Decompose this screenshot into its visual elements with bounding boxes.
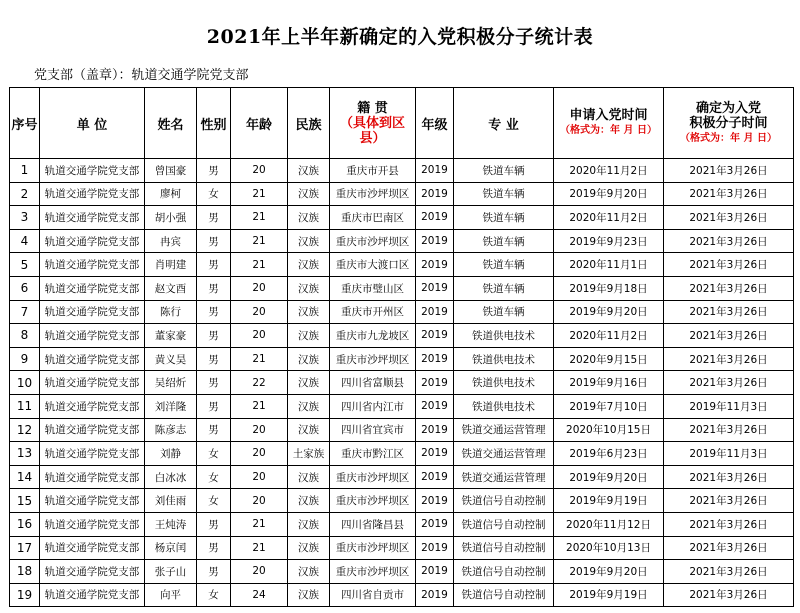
cell-name: 赵文酉 bbox=[145, 276, 197, 300]
header-age: 年龄 bbox=[231, 88, 288, 159]
cell-unit: 轨道交通学院党支部 bbox=[40, 276, 145, 300]
cell-apply-date: 2019年9月20日 bbox=[554, 182, 664, 206]
cell-unit: 轨道交通学院党支部 bbox=[40, 324, 145, 348]
cell-unit: 轨道交通学院党支部 bbox=[40, 442, 145, 466]
cell-ethnicity: 汉族 bbox=[288, 536, 330, 560]
cell-unit: 轨道交通学院党支部 bbox=[40, 347, 145, 371]
cell-grade: 2019 bbox=[416, 536, 454, 560]
table-row bbox=[10, 206, 794, 230]
cell-grade: 2019 bbox=[416, 347, 454, 371]
cell-seq: 11 bbox=[10, 394, 40, 418]
cell-apply-date: 2020年11月2日 bbox=[554, 206, 664, 230]
cell-major: 铁道信号自动控制 bbox=[454, 536, 554, 560]
cell-gender: 男 bbox=[197, 229, 231, 253]
cell-apply-date: 2019年9月19日 bbox=[554, 489, 664, 513]
cell-apply-date: 2019年9月16日 bbox=[554, 371, 664, 395]
cell-origin: 四川省富顺县 bbox=[330, 371, 416, 395]
header-major: 专 业 bbox=[454, 88, 554, 159]
cell-confirm-date: 2021年3月26日 bbox=[664, 371, 794, 395]
cell-name: 肖明建 bbox=[145, 253, 197, 277]
cell-origin: 四川省内江市 bbox=[330, 394, 416, 418]
cell-major: 铁道信号自动控制 bbox=[454, 512, 554, 536]
cell-name: 刘静 bbox=[145, 442, 197, 466]
cell-age: 21 bbox=[231, 253, 288, 277]
cell-seq: 2 bbox=[10, 182, 40, 206]
cell-major: 铁道信号自动控制 bbox=[454, 560, 554, 584]
cell-origin: 重庆市沙坪坝区 bbox=[330, 536, 416, 560]
cell-major: 铁道供电技术 bbox=[454, 371, 554, 395]
cell-grade: 2019 bbox=[416, 560, 454, 584]
cell-confirm-date: 2021年3月26日 bbox=[664, 229, 794, 253]
cell-unit: 轨道交通学院党支部 bbox=[40, 300, 145, 324]
table-row bbox=[10, 489, 794, 513]
cell-age: 20 bbox=[231, 465, 288, 489]
cell-confirm-date: 2021年3月26日 bbox=[664, 560, 794, 584]
cell-ethnicity: 汉族 bbox=[288, 394, 330, 418]
cell-name: 胡小强 bbox=[145, 206, 197, 230]
cell-name: 冉宾 bbox=[145, 229, 197, 253]
cell-ethnicity: 汉族 bbox=[288, 560, 330, 584]
cell-major: 铁道车辆 bbox=[454, 276, 554, 300]
header-confirm-title-2: 积极分子时间 bbox=[689, 115, 768, 131]
cell-name: 吴绍炘 bbox=[145, 371, 197, 395]
cell-confirm-date: 2021年3月26日 bbox=[664, 536, 794, 560]
cell-apply-date: 2019年9月20日 bbox=[554, 300, 664, 324]
cell-seq: 9 bbox=[10, 347, 40, 371]
cell-name: 黄义昊 bbox=[145, 347, 197, 371]
cell-age: 21 bbox=[231, 347, 288, 371]
header-apply bbox=[554, 88, 664, 159]
cell-apply-date: 2020年9月15日 bbox=[554, 347, 664, 371]
table-row bbox=[10, 182, 794, 206]
header-seq: 序号 bbox=[10, 88, 40, 159]
table-row bbox=[10, 442, 794, 466]
cell-unit: 轨道交通学院党支部 bbox=[40, 418, 145, 442]
cell-origin: 四川省隆昌县 bbox=[330, 512, 416, 536]
cell-origin: 重庆市巴南区 bbox=[330, 206, 416, 230]
cell-gender: 男 bbox=[197, 536, 231, 560]
cell-major: 铁道交通运营管理 bbox=[454, 465, 554, 489]
cell-confirm-date: 2021年3月26日 bbox=[664, 159, 794, 183]
cell-ethnicity: 汉族 bbox=[288, 229, 330, 253]
cell-grade: 2019 bbox=[416, 276, 454, 300]
cell-apply-date: 2019年9月19日 bbox=[554, 583, 664, 607]
cell-major: 铁道车辆 bbox=[454, 229, 554, 253]
cell-unit: 轨道交通学院党支部 bbox=[40, 536, 145, 560]
table-row bbox=[10, 276, 794, 300]
cell-origin: 重庆市九龙坡区 bbox=[330, 324, 416, 348]
cell-major: 铁道车辆 bbox=[454, 253, 554, 277]
cell-ethnicity: 汉族 bbox=[288, 512, 330, 536]
cell-gender: 男 bbox=[197, 560, 231, 584]
cell-apply-date: 2019年9月20日 bbox=[554, 465, 664, 489]
cell-apply-date: 2019年9月23日 bbox=[554, 229, 664, 253]
cell-seq: 12 bbox=[10, 418, 40, 442]
cell-unit: 轨道交通学院党支部 bbox=[40, 371, 145, 395]
header-confirm-note: （格式为：年 月 日） bbox=[680, 132, 777, 144]
cell-unit: 轨道交通学院党支部 bbox=[40, 159, 145, 183]
cell-grade: 2019 bbox=[416, 324, 454, 348]
cell-seq: 19 bbox=[10, 583, 40, 607]
cell-origin: 重庆市璧山区 bbox=[330, 276, 416, 300]
cell-gender: 女 bbox=[197, 583, 231, 607]
cell-ethnicity: 汉族 bbox=[288, 489, 330, 513]
cell-name: 白冰冰 bbox=[145, 465, 197, 489]
cell-age: 21 bbox=[231, 536, 288, 560]
cell-age: 20 bbox=[231, 300, 288, 324]
header-apply-note: （格式为：年 月 日） bbox=[560, 125, 657, 136]
cell-unit: 轨道交通学院党支部 bbox=[40, 465, 145, 489]
cell-seq: 15 bbox=[10, 489, 40, 513]
cell-major: 铁道供电技术 bbox=[454, 324, 554, 348]
cell-ethnicity: 汉族 bbox=[288, 347, 330, 371]
cell-gender: 男 bbox=[197, 253, 231, 277]
cell-name: 陈行 bbox=[145, 300, 197, 324]
header-gender: 性别 bbox=[197, 88, 231, 159]
header-apply-title: 申请入党时间 bbox=[569, 108, 648, 123]
table-row bbox=[10, 300, 794, 324]
cell-apply-date: 2020年11月12日 bbox=[554, 512, 664, 536]
cell-ethnicity: 汉族 bbox=[288, 159, 330, 183]
table-row bbox=[10, 536, 794, 560]
cell-gender: 男 bbox=[197, 394, 231, 418]
cell-apply-date: 2020年11月2日 bbox=[554, 159, 664, 183]
cell-gender: 男 bbox=[197, 371, 231, 395]
cell-ethnicity: 汉族 bbox=[288, 253, 330, 277]
cell-ethnicity: 汉族 bbox=[288, 276, 330, 300]
cell-name: 陈彦志 bbox=[145, 418, 197, 442]
cell-confirm-date: 2021年3月26日 bbox=[664, 418, 794, 442]
cell-confirm-date: 2021年3月26日 bbox=[664, 347, 794, 371]
cell-age: 24 bbox=[231, 583, 288, 607]
cell-confirm-date: 2021年3月26日 bbox=[664, 206, 794, 230]
cell-gender: 女 bbox=[197, 442, 231, 466]
cell-confirm-date: 2021年3月26日 bbox=[664, 300, 794, 324]
cell-ethnicity: 汉族 bbox=[288, 182, 330, 206]
cell-grade: 2019 bbox=[416, 253, 454, 277]
cell-seq: 7 bbox=[10, 300, 40, 324]
cell-apply-date: 2019年7月10日 bbox=[554, 394, 664, 418]
table-row bbox=[10, 347, 794, 371]
cell-unit: 轨道交通学院党支部 bbox=[40, 560, 145, 584]
cell-major: 铁道交通运营管理 bbox=[454, 418, 554, 442]
cell-ethnicity: 汉族 bbox=[288, 324, 330, 348]
cell-confirm-date: 2021年3月26日 bbox=[664, 512, 794, 536]
cell-origin: 重庆市沙坪坝区 bbox=[330, 347, 416, 371]
cell-seq: 1 bbox=[10, 159, 40, 183]
table-row bbox=[10, 465, 794, 489]
branch-subtitle: 党支部（盖章）：轨道交通学院党支部 bbox=[34, 68, 249, 83]
cell-age: 20 bbox=[231, 442, 288, 466]
cell-grade: 2019 bbox=[416, 489, 454, 513]
cell-age: 21 bbox=[231, 206, 288, 230]
cell-name: 王炖涛 bbox=[145, 512, 197, 536]
cell-apply-date: 2020年11月2日 bbox=[554, 324, 664, 348]
cell-gender: 女 bbox=[197, 489, 231, 513]
cell-grade: 2019 bbox=[416, 159, 454, 183]
cell-age: 21 bbox=[231, 229, 288, 253]
cell-seq: 4 bbox=[10, 229, 40, 253]
cell-grade: 2019 bbox=[416, 300, 454, 324]
cell-unit: 轨道交通学院党支部 bbox=[40, 229, 145, 253]
table-row bbox=[10, 253, 794, 277]
table-row bbox=[10, 159, 794, 183]
table-row bbox=[10, 583, 794, 607]
cell-age: 20 bbox=[231, 560, 288, 584]
cell-origin: 重庆市开州区 bbox=[330, 300, 416, 324]
cell-age: 20 bbox=[231, 276, 288, 300]
cell-grade: 2019 bbox=[416, 442, 454, 466]
cell-name: 杨京闰 bbox=[145, 536, 197, 560]
cell-confirm-date: 2021年3月26日 bbox=[664, 276, 794, 300]
cell-origin: 四川省宜宾市 bbox=[330, 418, 416, 442]
cell-origin: 重庆市沙坪坝区 bbox=[330, 465, 416, 489]
cell-ethnicity: 土家族 bbox=[288, 442, 330, 466]
cell-name: 刘佳雨 bbox=[145, 489, 197, 513]
cell-origin: 重庆市黔江区 bbox=[330, 442, 416, 466]
table-row bbox=[10, 394, 794, 418]
cell-age: 20 bbox=[231, 324, 288, 348]
table-row bbox=[10, 229, 794, 253]
cell-origin: 四川省自贡市 bbox=[330, 583, 416, 607]
cell-confirm-date: 2021年3月26日 bbox=[664, 489, 794, 513]
cell-origin: 重庆市沙坪坝区 bbox=[330, 560, 416, 584]
cell-grade: 2019 bbox=[416, 394, 454, 418]
cell-seq: 5 bbox=[10, 253, 40, 277]
cell-grade: 2019 bbox=[416, 206, 454, 230]
cell-apply-date: 2019年6月23日 bbox=[554, 442, 664, 466]
cell-age: 20 bbox=[231, 418, 288, 442]
header-origin bbox=[330, 88, 416, 159]
cell-unit: 轨道交通学院党支部 bbox=[40, 512, 145, 536]
table-row bbox=[10, 418, 794, 442]
cell-ethnicity: 汉族 bbox=[288, 583, 330, 607]
cell-seq: 18 bbox=[10, 560, 40, 584]
header-grade: 年级 bbox=[416, 88, 454, 159]
cell-major: 铁道车辆 bbox=[454, 206, 554, 230]
cell-gender: 男 bbox=[197, 347, 231, 371]
header-confirm-title-1: 确定为入党 bbox=[695, 100, 761, 116]
cell-seq: 13 bbox=[10, 442, 40, 466]
cell-name: 向平 bbox=[145, 583, 197, 607]
cell-age: 20 bbox=[231, 159, 288, 183]
cell-seq: 8 bbox=[10, 324, 40, 348]
cell-grade: 2019 bbox=[416, 182, 454, 206]
cell-seq: 6 bbox=[10, 276, 40, 300]
cell-gender: 男 bbox=[197, 418, 231, 442]
cell-age: 22 bbox=[231, 371, 288, 395]
cell-unit: 轨道交通学院党支部 bbox=[40, 206, 145, 230]
cell-unit: 轨道交通学院党支部 bbox=[40, 394, 145, 418]
cell-seq: 10 bbox=[10, 371, 40, 395]
table-row bbox=[10, 371, 794, 395]
cell-major: 铁道车辆 bbox=[454, 300, 554, 324]
cell-grade: 2019 bbox=[416, 229, 454, 253]
cell-name: 曾国豪 bbox=[145, 159, 197, 183]
cell-age: 20 bbox=[231, 489, 288, 513]
cell-gender: 男 bbox=[197, 276, 231, 300]
cell-major: 铁道车辆 bbox=[454, 159, 554, 183]
header-origin-note-2: 县） bbox=[359, 130, 386, 146]
cell-major: 铁道供电技术 bbox=[454, 347, 554, 371]
cell-apply-date: 2019年9月20日 bbox=[554, 560, 664, 584]
cell-major: 铁道信号自动控制 bbox=[454, 489, 554, 513]
cell-confirm-date: 2021年3月26日 bbox=[664, 465, 794, 489]
cell-grade: 2019 bbox=[416, 371, 454, 395]
cell-confirm-date: 2021年3月26日 bbox=[664, 253, 794, 277]
cell-grade: 2019 bbox=[416, 465, 454, 489]
cell-origin: 重庆市开县 bbox=[330, 159, 416, 183]
cell-ethnicity: 汉族 bbox=[288, 465, 330, 489]
cell-name: 张子山 bbox=[145, 560, 197, 584]
header-unit: 单 位 bbox=[40, 88, 145, 159]
cell-ethnicity: 汉族 bbox=[288, 371, 330, 395]
cell-confirm-date: 2021年3月26日 bbox=[664, 182, 794, 206]
table-row bbox=[10, 560, 794, 584]
cell-ethnicity: 汉族 bbox=[288, 206, 330, 230]
table-body bbox=[10, 159, 794, 607]
cell-gender: 男 bbox=[197, 300, 231, 324]
cell-name: 刘洋隆 bbox=[145, 394, 197, 418]
cell-unit: 轨道交通学院党支部 bbox=[40, 489, 145, 513]
cell-age: 21 bbox=[231, 394, 288, 418]
cell-gender: 女 bbox=[197, 465, 231, 489]
cell-apply-date: 2020年11月1日 bbox=[554, 253, 664, 277]
cell-major: 铁道供电技术 bbox=[454, 394, 554, 418]
cell-unit: 轨道交通学院党支部 bbox=[40, 182, 145, 206]
header-confirm bbox=[664, 88, 794, 159]
header-name: 姓名 bbox=[145, 88, 197, 159]
cell-age: 21 bbox=[231, 182, 288, 206]
cell-gender: 女 bbox=[197, 182, 231, 206]
cell-name: 廖柯 bbox=[145, 182, 197, 206]
cell-age: 21 bbox=[231, 512, 288, 536]
cell-apply-date: 2019年9月18日 bbox=[554, 276, 664, 300]
activists-table bbox=[9, 87, 794, 607]
cell-ethnicity: 汉族 bbox=[288, 300, 330, 324]
cell-origin: 重庆市沙坪坝区 bbox=[330, 182, 416, 206]
cell-seq: 14 bbox=[10, 465, 40, 489]
cell-confirm-date: 2021年3月26日 bbox=[664, 583, 794, 607]
header-ethnicity: 民族 bbox=[288, 88, 330, 159]
cell-major: 铁道信号自动控制 bbox=[454, 583, 554, 607]
table-header-row bbox=[10, 88, 794, 159]
page-title: 2021年上半年新确定的入党积极分子统计表 bbox=[206, 26, 594, 48]
cell-apply-date: 2020年10月13日 bbox=[554, 536, 664, 560]
cell-origin: 重庆市大渡口区 bbox=[330, 253, 416, 277]
header-origin-title: 籍 贯 bbox=[357, 100, 388, 116]
cell-seq: 3 bbox=[10, 206, 40, 230]
cell-gender: 男 bbox=[197, 206, 231, 230]
table-row bbox=[10, 324, 794, 348]
cell-gender: 男 bbox=[197, 512, 231, 536]
cell-seq: 16 bbox=[10, 512, 40, 536]
table-row bbox=[10, 512, 794, 536]
cell-confirm-date: 2021年3月26日 bbox=[664, 324, 794, 348]
cell-confirm-date: 2019年11月3日 bbox=[664, 394, 794, 418]
cell-ethnicity: 汉族 bbox=[288, 418, 330, 442]
header-origin-note-1: （具体到区 bbox=[339, 115, 405, 131]
cell-grade: 2019 bbox=[416, 418, 454, 442]
cell-name: 董家豪 bbox=[145, 324, 197, 348]
cell-grade: 2019 bbox=[416, 583, 454, 607]
cell-major: 铁道车辆 bbox=[454, 182, 554, 206]
cell-apply-date: 2020年10月15日 bbox=[554, 418, 664, 442]
cell-major: 铁道交通运营管理 bbox=[454, 442, 554, 466]
cell-seq: 17 bbox=[10, 536, 40, 560]
cell-unit: 轨道交通学院党支部 bbox=[40, 583, 145, 607]
cell-unit: 轨道交通学院党支部 bbox=[40, 253, 145, 277]
cell-grade: 2019 bbox=[416, 512, 454, 536]
cell-confirm-date: 2019年11月3日 bbox=[664, 442, 794, 466]
cell-origin: 重庆市沙坪坝区 bbox=[330, 229, 416, 253]
cell-origin: 重庆市沙坪坝区 bbox=[330, 489, 416, 513]
cell-gender: 男 bbox=[197, 324, 231, 348]
cell-gender: 男 bbox=[197, 159, 231, 183]
